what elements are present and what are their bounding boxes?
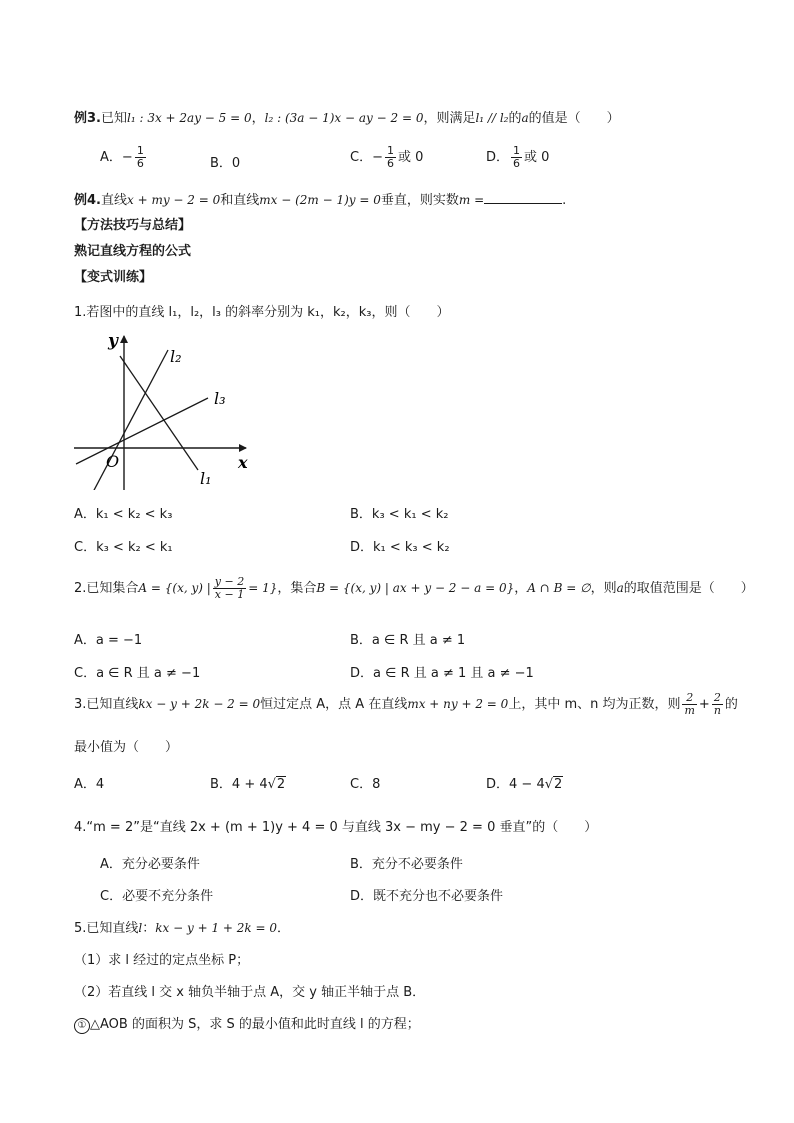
question-3-option-d[interactable]: D．4 − 4√2 <box>486 777 563 792</box>
question-5-subpart-1: ① △AOB 的面积为 S，求 S 的最小值和此时直线 l 的方程； <box>74 1013 420 1034</box>
example-4-question: 例4.直线x + my − 2 = 0和直线mx − (2m − 1)y = 0垂直，则实数m = . <box>74 193 567 208</box>
question-4-option-a[interactable]: A．充分必要条件 <box>100 857 200 872</box>
question-5-part-1: （1）求 l 经过的定点坐标 P； <box>74 953 250 968</box>
question-1-option-b[interactable]: B．k₃ < k₁ < k₂ <box>350 507 449 522</box>
line-l1-equation: l₁ : 3x + 2ay − 5 = 0 <box>127 111 252 125</box>
question-2-text: 2.已知集合A = {(x, y) | $\frac{y - 2}{x - 1}$ = 1}，集合B = {(x, y) | ax + y − 2 − a = 0}，A ∩ B = ∅，则a的取值范围是（ ） <box>74 575 754 601</box>
origin-label: O <box>106 452 120 471</box>
question-2-option-b[interactable]: B．a ∈ R 且 a ≠ 1 <box>350 633 466 648</box>
example-3-option-d[interactable]: D． $\frac{1}{6}$ 或 0 <box>486 144 550 170</box>
question-1-option-d[interactable]: D．k₁ < k₃ < k₂ <box>350 540 450 555</box>
sqrt-symbol: √ <box>267 777 276 792</box>
question-5-text: 5.已知直线l：kx − y + 1 + 2k = 0． <box>74 921 291 936</box>
question-3-option-a[interactable]: A．4 <box>74 777 105 792</box>
example-3-question: 例3.已知l₁ : 3x + 2ay − 5 = 0，l₂ : (3a − 1)x − ay − 2 = 0，则满足l₁ // l₂的a的值是（ ） <box>74 111 620 126</box>
question-4-option-b[interactable]: B．充分不必要条件 <box>350 857 463 872</box>
question-1-text: 1.若图中的直线 l₁，l₂，l₃ 的斜率分别为 k₁，k₂，k₃，则（ ） <box>74 305 450 320</box>
fraction: $\frac{1}{6}$ <box>386 144 394 170</box>
question-2-option-c[interactable]: C．a ∈ R 且 a ≠ −1 <box>74 666 201 681</box>
fraction: $\frac{2}{m}$ <box>684 691 695 717</box>
example-3-option-a[interactable]: A．− $\frac{1}{6}$ <box>100 144 144 170</box>
question-3-text-cont: 最小值为（ ） <box>74 740 179 755</box>
line-l3 <box>76 398 208 464</box>
l2-label: l₂ <box>170 347 182 366</box>
question-4-text: 4.“m = 2”是“直线 2x + (m + 1)y + 4 = 0 与直线 3x − my − 2 = 0 垂直”的（ ） <box>74 820 598 835</box>
question-2-option-d[interactable]: D．a ∈ R 且 a ≠ 1 且 a ≠ −1 <box>350 666 534 681</box>
question-1-option-c[interactable]: C．k₃ < k₂ < k₁ <box>74 540 173 555</box>
fraction: $\frac{y - 2}{x - 1}$ <box>214 575 245 601</box>
fraction: $\frac{2}{n}$ <box>713 691 721 717</box>
question-4-option-d[interactable]: D．既不充分也不必要条件 <box>350 889 504 904</box>
question-5-part-2: （2）若直线 l 交 x 轴负半轴于点 A，交 y 轴正半轴于点 B． <box>74 985 426 1000</box>
line-l2-equation: l₂ : (3a − 1)x − ay − 2 = 0 <box>264 111 424 125</box>
l3-label: l₃ <box>214 389 226 408</box>
example-3-label: 例3. <box>74 111 101 126</box>
y-axis-label: y <box>108 331 118 351</box>
question-3-text: 3.已知直线kx − y + 2k − 2 = 0恒过定点 A，点 A 在直线mx + ny + 2 = 0上，其中 m、n 均为正数，则 $\frac{2}{m}$ + $\frac{2}{n}$ 的 <box>74 691 738 717</box>
fraction: $\frac{1}{6}$ <box>513 144 521 170</box>
sqrt-symbol: √ <box>544 777 554 792</box>
section-heading-practice: 【变式训练】 <box>74 270 153 285</box>
section-heading-method: 【方法技巧与总结】 <box>74 218 192 233</box>
fraction: $\frac{1}{6}$ <box>136 144 144 170</box>
line-l1 <box>120 356 198 470</box>
question-4-option-c[interactable]: C．必要不充分条件 <box>100 889 214 904</box>
circled-number: ① <box>74 1018 90 1034</box>
example-3-option-c[interactable]: C．− $\frac{1}{6}$ 或 0 <box>350 144 424 170</box>
question-3-option-b[interactable]: B．4 + 4√2 <box>210 777 286 792</box>
question-2-option-a[interactable]: A．a = −1 <box>74 633 143 648</box>
method-summary: 熟记直线方程的公式 <box>74 244 192 259</box>
question-3-option-c[interactable]: C．8 <box>350 777 381 792</box>
answer-blank[interactable] <box>484 191 562 204</box>
parallel-condition: l₁ // l₂ <box>475 111 509 125</box>
slope-graph <box>74 328 258 490</box>
question-1-option-a[interactable]: A．k₁ < k₂ < k₃ <box>74 507 173 522</box>
example-4-label: 例4. <box>74 193 101 208</box>
example-3-option-b[interactable]: B．0 <box>210 156 241 171</box>
x-axis-label: x <box>238 453 248 472</box>
l1-label: l₁ <box>200 469 212 488</box>
